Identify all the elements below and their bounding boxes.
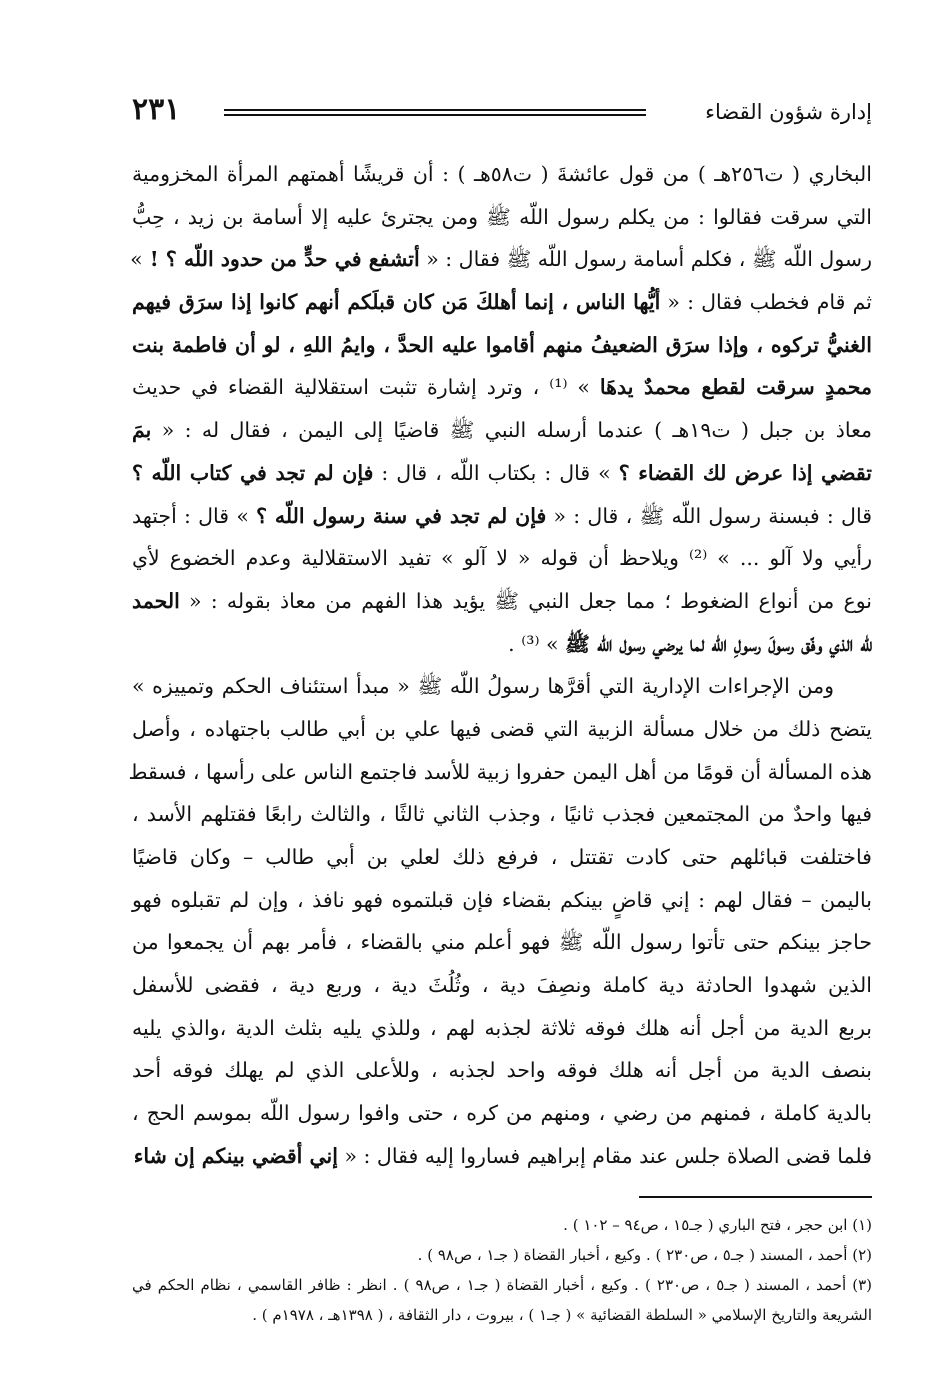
body-text-segment: ومن الإجراءات الإدارية التي أقرَّها رسولُ اللّه ﷺ « مبدأ استئناف الحكم وتمييزه »	[132, 674, 834, 699]
quoted-hadith-text: الحمد	[132, 588, 180, 613]
body-text-segment: باليمن – فقال لهم : إني قاضٍ بينكم بقضاء فإن قبلتموه فهو نافذ ، وإن لم تقبلوه فهو	[132, 887, 872, 912]
running-title: إدارة شؤون القضاء	[705, 100, 872, 124]
body-text-segment: ثم قام فخطب فقال : «	[660, 290, 872, 315]
body-text-segment: نوع من أنواع الضغوط ؛ مما جعل النبي ﷺ يؤيد هذا الفهم من معاذ بقوله : «	[179, 588, 872, 613]
body-text-segment: »	[130, 247, 143, 272]
body-line	[132, 793, 872, 836]
body-line	[132, 580, 872, 623]
quoted-hadith-text: تقضي إذا عرض لك القضاء ؟	[618, 460, 872, 485]
body-text-segment: رسول اللّه ﷺ ، فكلم أسامة رسول اللّه ﷺ فقال : «	[419, 247, 872, 272]
body-text-segment: رأيي ولا آلو ... » ⁽²⁾ ويلاحظ أن قوله « لا آلو » تفيد الاستقلالية وعدم الخضوع لأي	[132, 546, 873, 571]
footnote-line: (٢) أحمد ، المسند ( جـ٥ ، ص٢٣٠ ) . وكيع ، أخبار القضاة ( جـ١ ، ص٩٨ ) .	[417, 1246, 872, 1264]
body-line	[132, 452, 872, 495]
quoted-hadith-text: أتشفع في حدٍّ من حدود اللّه ؟ !	[142, 247, 420, 272]
body-line	[132, 836, 872, 879]
body-line	[132, 879, 872, 922]
body-text-segment: قال : فبسنة رسول اللّه ﷺ ، قال : «	[546, 503, 873, 528]
quoted-hadith-text: فإن لم تجد في سنة رسول اللّه ؟	[256, 503, 547, 528]
body-line	[132, 708, 872, 751]
body-line	[132, 409, 872, 452]
body-text-segment: » ⁽³⁾ .	[508, 631, 566, 656]
body-line	[132, 1007, 872, 1050]
quoted-hadith-text: للّه الذي وفّق رسولَ رسولِ اللّه لما يرضي رسول اللّه ﷺ	[565, 631, 872, 656]
body-text-segment: الذين شهدوا الحادثة دية كاملة ونصِفَ دية ، وثُلُثَ دية ، وربع دية ، فقضى للأسفل	[132, 973, 872, 998]
quoted-hadith-text: أيُّها الناس ، إنما أهلكَ مَن كان قبلَكم أنهم كانوا إذا سرَق فيهم	[132, 290, 661, 315]
body-text	[128, 153, 873, 1178]
body-text-segment: » قال : بكتاب اللّه ، قال :	[373, 460, 619, 485]
body-text-segment: هذه المسألة أن قومًا من أهل اليمن حفروا زبية للأسد فاجتمع الناس على رأسها ، فسقط	[128, 759, 872, 784]
body-line	[132, 665, 872, 708]
quoted-hadith-text: محمدٍ سرقت لقطع محمدٌ يدهَا	[599, 375, 872, 400]
body-line	[132, 366, 872, 409]
body-text-segment: فيها واحدٌ من المجتمعين فجذب ثانيًا ، وجذب الثاني ثالثًا ، والثالث رابعًا فقتلهم الأسد ،	[132, 802, 872, 827]
body-line	[132, 153, 872, 196]
body-line	[132, 1135, 872, 1178]
body-text-segment: بنصف الدية من أجل أنه هلك فوقه واحد لجذبه ، وللأعلى الذي لم يهلك فوقه أحد	[132, 1058, 872, 1083]
body-text-segment: فلما قضى الصلاة جلس عند مقام إبراهيم فساروا إليه فقال : «	[337, 1143, 872, 1168]
body-text-segment: » ⁽¹⁾ ، وترد إشارة تثبت استقلالية القضاء في حديث	[132, 375, 600, 400]
body-line	[132, 238, 872, 281]
body-text-segment: » قال : أجتهد	[132, 503, 257, 528]
body-line	[132, 1092, 872, 1135]
body-text-segment: بربع الدية من أجل أنه هلك فوقه ثلاثة لجذبه لهم ، وللذي يليه بثلث الدية ،والذي يليه	[132, 1015, 872, 1040]
body-text-segment: فاختلفت قبائلهم حتى كادت تقتتل ، فرفع ذلك لعلي بن أبي طالب – وكان قاضيًا	[132, 845, 872, 869]
body-line	[132, 281, 872, 324]
body-line	[132, 495, 872, 538]
page-header	[132, 92, 872, 136]
body-line	[132, 537, 872, 580]
body-text-segment: بالدية كاملة ، فمنهم من رضي ، ومنهم من كره ، حتى وافوا رسول اللّه بموسم الحج ،	[132, 1101, 872, 1126]
quoted-hadith-text: فإن لم تجد في كتاب اللّه ؟	[132, 460, 374, 485]
quoted-hadith-text: إني أقضي بينكم إن شاء	[133, 1143, 338, 1168]
quoted-hadith-text: بمَ	[132, 418, 152, 443]
footnote-line: (٣) أحمد ، المسند ( جـ٥ ، ص٢٣٠ ) . وكيع ، أخبار القضاة ( جـ١ ، ص٩٨ ) . انظر : ظافر القاسمي ، نظام الحكم في	[132, 1276, 873, 1294]
quoted-hadith-text: الغنيُّ تركوه ، وإذا سرَق الضعيفُ منهم أقاموا عليه الحدَّ ، وايمُ اللهِ ، لو أن فاطمة بنت	[132, 332, 872, 357]
body-text-segment: التي سرقت فقالوا : من يكلم رسول اللّه ﷺ ومن يجترئ عليه إلا أسامة بن زيد ، حِبُّ	[132, 204, 872, 229]
footnotes	[132, 1210, 872, 1330]
footnote-line: الشريعة والتاريخ الإسلامي « السلطة القضائية » ( جـ١ ) ، بيروت ، دار الثقافة ، ( ١٣٩٨هـ ، ١٩٧٨م ) .	[252, 1306, 872, 1324]
footnote-separator	[639, 1196, 872, 1198]
body-line	[132, 964, 872, 1007]
body-text-segment: البخاري ( ت٢٥٦هـ ) من قول عائشةَ ( ت٥٨هـ ) : أن قريشًا أهمتهم المرأة المخزومية	[132, 162, 872, 186]
body-line	[132, 324, 872, 367]
body-text-segment: يتضح ذلك من خلال مسألة الزبية التي قضى فيها علي بن أبي طالب باجتهاده ، وأصل	[132, 716, 872, 741]
page-number: ٢٣١	[132, 92, 181, 127]
body-line	[132, 1049, 872, 1092]
header-double-rule	[224, 109, 646, 116]
body-line	[132, 623, 872, 666]
footnote-line: (١) ابن حجر ، فتح الباري ( جـ١٥ ، ص٩٤ – ١٠٢ ) .	[563, 1216, 872, 1234]
body-line	[128, 751, 872, 794]
body-line	[132, 196, 872, 239]
body-line	[132, 921, 872, 964]
body-text-segment: حاجز بينكم حتى تأتوا رسول اللّه ﷺ فهو أعلم مني بالقضاء ، فأمر بهم أن يجمعوا من	[132, 930, 872, 955]
body-text-segment: معاذ بن جبل ( ت١٩هـ ) عندما أرسله النبي ﷺ قاضيًا إلى اليمن ، فقال له : «	[151, 418, 872, 443]
